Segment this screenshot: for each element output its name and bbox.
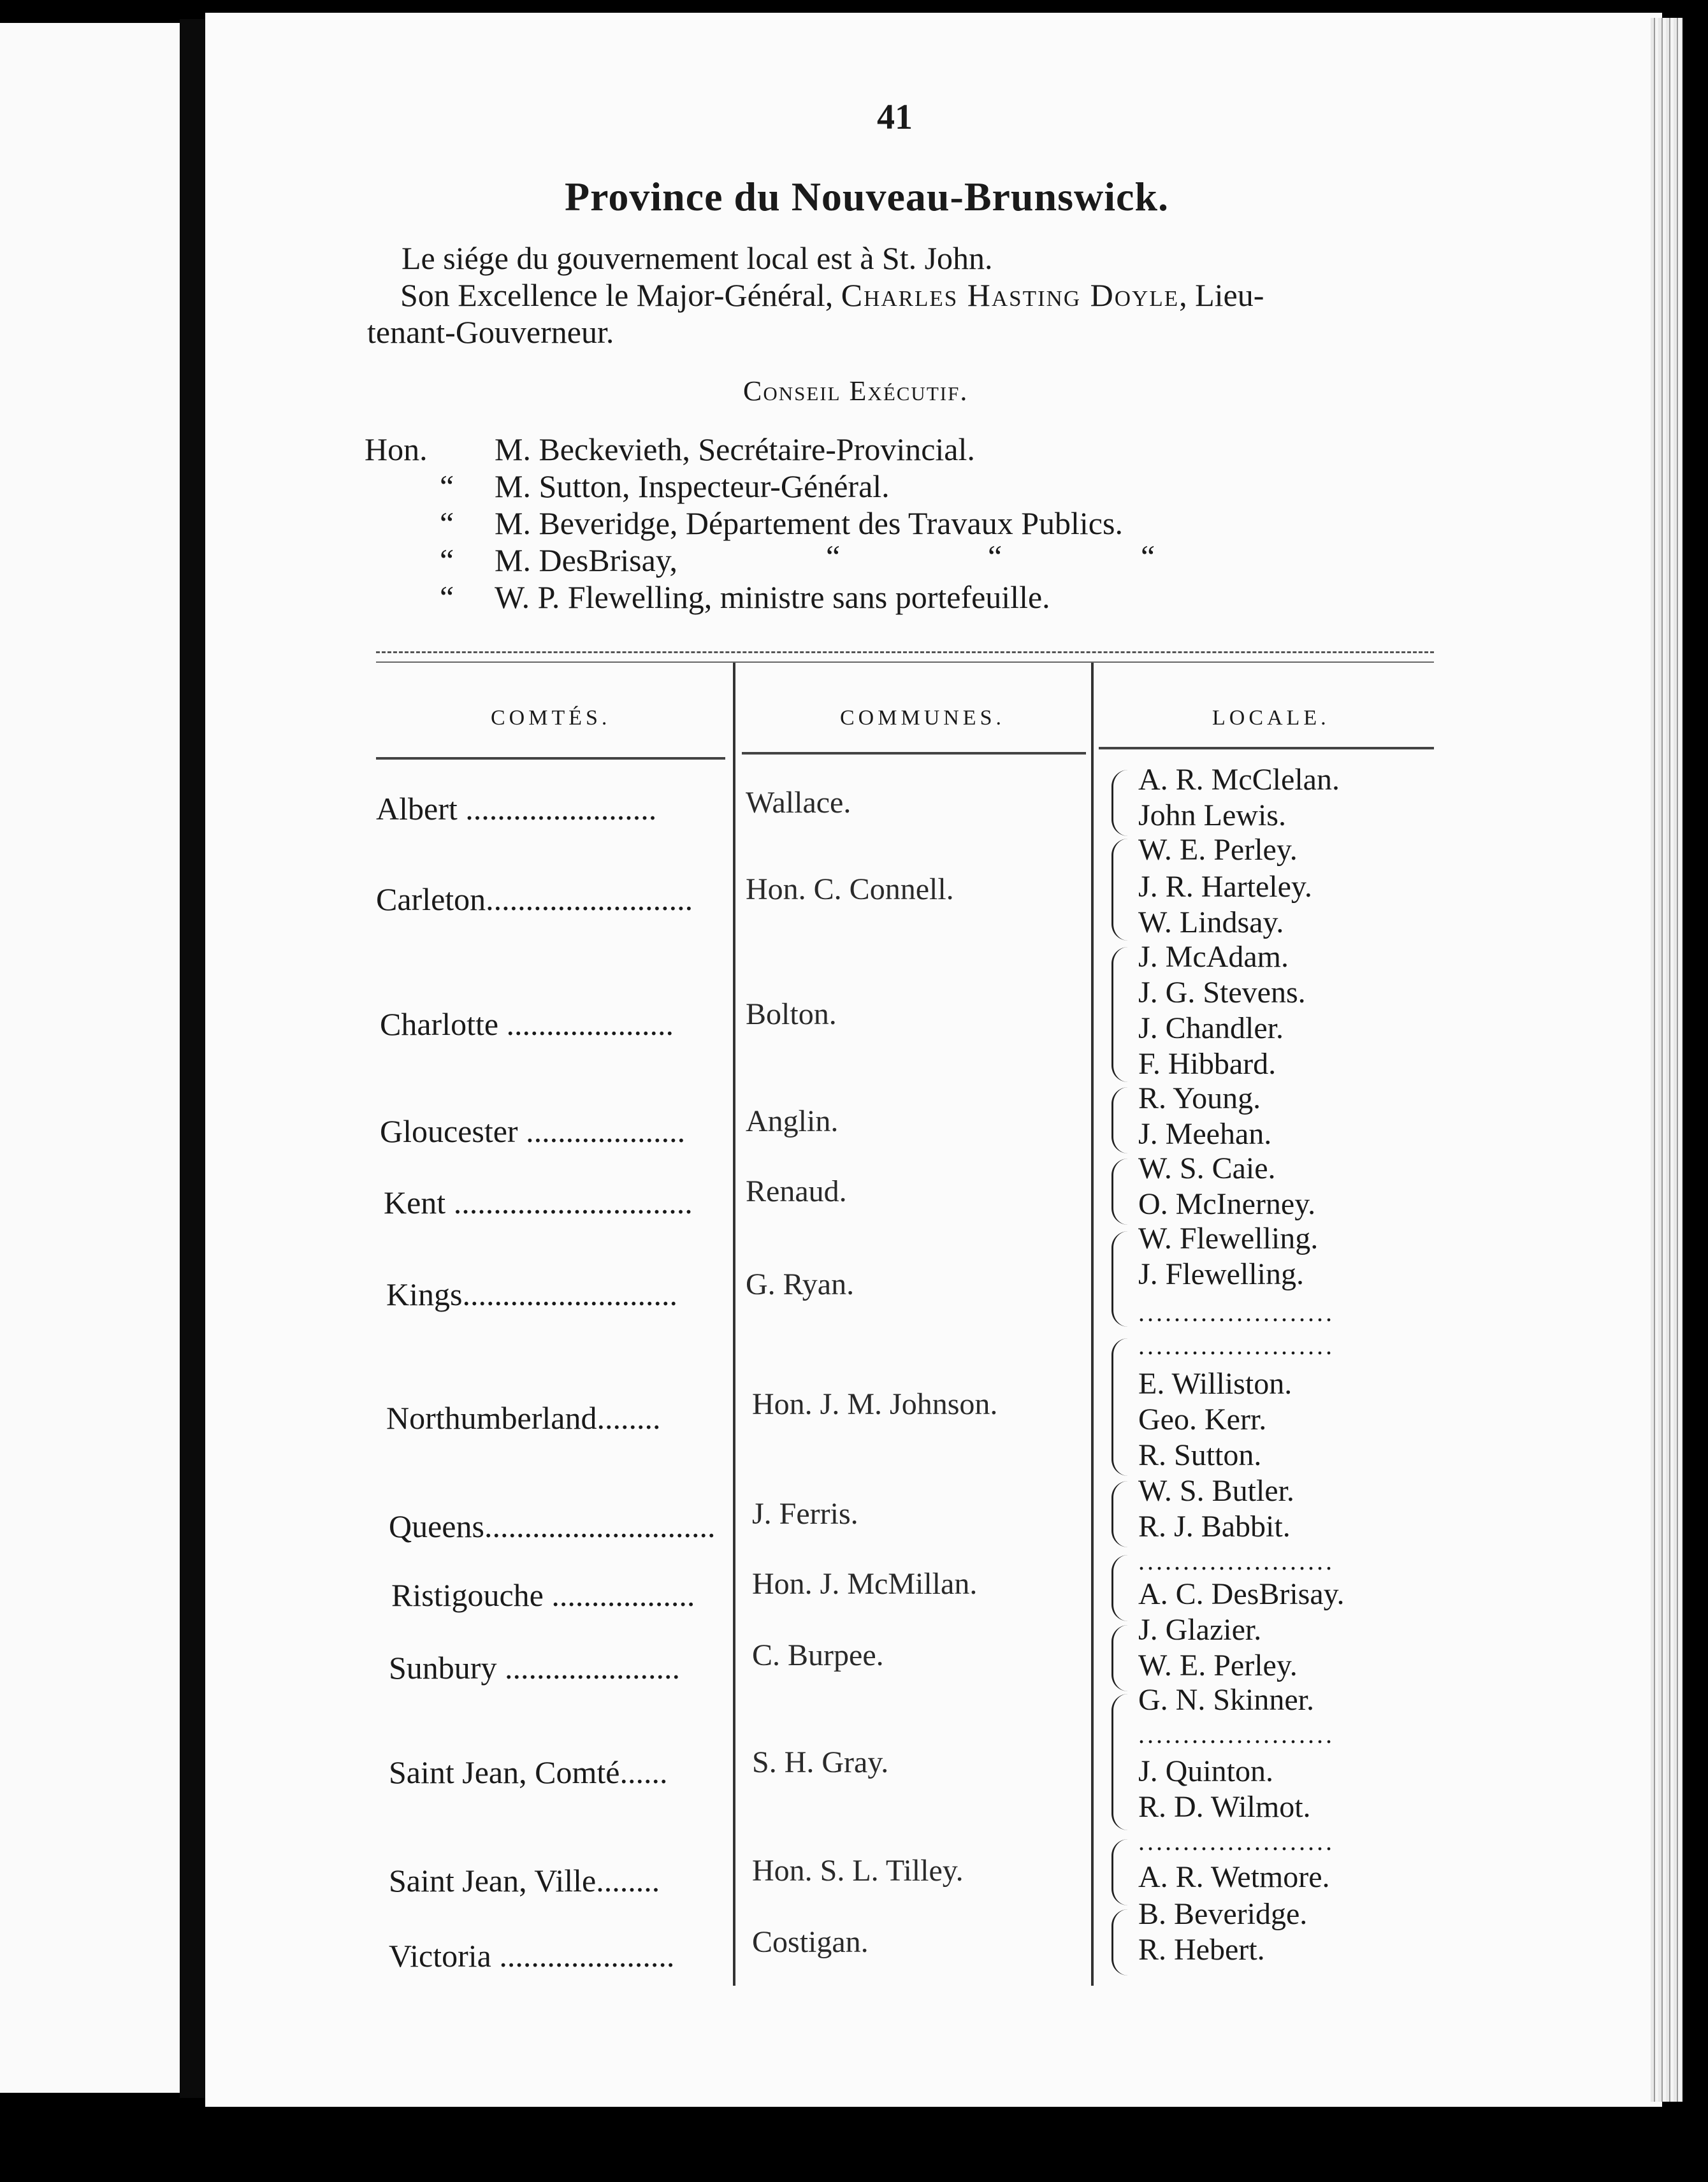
column-header-communes: COMMUNES. bbox=[840, 706, 1005, 730]
council-member-prefix: “ bbox=[440, 579, 454, 615]
locale-name: A. R. Wetmore. bbox=[1138, 1860, 1330, 1894]
brace bbox=[1111, 1231, 1130, 1327]
council-member-text: M. DesBrisay, bbox=[495, 542, 678, 578]
commune-cell: Wallace. bbox=[746, 786, 851, 820]
header-rule bbox=[376, 757, 725, 760]
table-top-rule-thin bbox=[376, 661, 1434, 663]
locale-name: R. Young. bbox=[1138, 1081, 1261, 1115]
brace bbox=[1111, 1159, 1130, 1225]
column-header-comtes: COMTÉS. bbox=[491, 706, 611, 730]
locale-name: R. J. Babbit. bbox=[1138, 1510, 1291, 1543]
locale-name: W. E. Perley. bbox=[1138, 1649, 1298, 1682]
commune-cell: J. Ferris. bbox=[752, 1497, 858, 1531]
brace bbox=[1111, 1625, 1130, 1691]
commune-cell: Hon. J. McMillan. bbox=[752, 1567, 978, 1601]
locale-name: W. S. Butler. bbox=[1138, 1474, 1294, 1508]
commune-cell: S. H. Gray. bbox=[752, 1745, 889, 1779]
locale-name: E. Williston. bbox=[1138, 1367, 1292, 1401]
intro-line-3: tenant-Gouverneur. bbox=[367, 314, 614, 350]
intro-line-2-suffix: , Lieu- bbox=[1179, 277, 1264, 313]
council-member-prefix: “ bbox=[440, 468, 454, 504]
locale-name: G. N. Skinner. bbox=[1138, 1683, 1314, 1717]
ditto-mark: “ bbox=[826, 538, 841, 574]
commune-cell: Bolton. bbox=[746, 997, 837, 1031]
locale-name: W. Lindsay. bbox=[1138, 906, 1284, 939]
locale-name: O. McInerney. bbox=[1138, 1187, 1316, 1221]
brace bbox=[1111, 947, 1130, 1082]
county-cell: Sunbury ...................... bbox=[389, 1650, 680, 1686]
council-member-prefix: “ bbox=[440, 505, 454, 541]
commune-cell: Anglin. bbox=[746, 1104, 839, 1138]
locale-name: Geo. Kerr. bbox=[1138, 1403, 1267, 1436]
county-cell: Carleton.......................... bbox=[376, 881, 693, 917]
commune-cell: Renaud. bbox=[746, 1174, 847, 1208]
locale-name: J. Meehan. bbox=[1138, 1117, 1272, 1151]
commune-cell: Hon. C. Connell. bbox=[746, 872, 954, 906]
county-cell: Saint Jean, Comté...... bbox=[389, 1754, 668, 1790]
locale-name: R. Sutton. bbox=[1138, 1438, 1262, 1472]
left-page-margin bbox=[0, 23, 180, 2093]
county-cell: Kent .............................. bbox=[384, 1185, 693, 1220]
brace bbox=[1111, 770, 1130, 836]
locale-vacant: ...................... bbox=[1138, 1720, 1335, 1749]
intro-line-2 bbox=[400, 277, 1264, 314]
book-gutter bbox=[180, 19, 205, 2098]
column-header-locale: LOCALE. bbox=[1212, 706, 1330, 730]
locale-vacant: ...................... bbox=[1138, 1547, 1335, 1575]
council-heading: Conseil Exécutif. bbox=[743, 375, 969, 407]
locale-vacant: ...................... bbox=[1138, 1331, 1335, 1360]
page-title: Province du Nouveau-Brunswick. bbox=[564, 174, 1169, 219]
intro-line-1: Le siége du gouvernement local est à St. John. bbox=[402, 240, 993, 276]
locale-name: F. Hibbard. bbox=[1138, 1047, 1277, 1081]
governor-name: Charles Hasting Doyle bbox=[841, 277, 1180, 313]
locale-name: A. C. DesBrisay. bbox=[1138, 1577, 1345, 1611]
county-cell: Ristigouche .................. bbox=[391, 1577, 695, 1613]
locale-name: John Lewis. bbox=[1138, 798, 1286, 832]
brace bbox=[1111, 1338, 1130, 1476]
locale-name: R. D. Wilmot. bbox=[1138, 1790, 1311, 1824]
council-member-text: M. Beckevieth, Secrétaire-Provincial. bbox=[495, 431, 975, 467]
locale-name: J. R. Harteley. bbox=[1138, 870, 1312, 904]
locale-name: A. R. McClelan. bbox=[1138, 763, 1340, 797]
brace bbox=[1111, 1555, 1130, 1621]
table-top-rule bbox=[376, 651, 1434, 653]
ditto-mark: “ bbox=[1141, 538, 1155, 574]
council-member-text: M. Beveridge, Département des Travaux Publics. bbox=[495, 505, 1123, 541]
county-cell: Kings........................... bbox=[386, 1276, 677, 1312]
locale-name: W. S. Caie. bbox=[1138, 1152, 1276, 1185]
locale-name: W. E. Perley. bbox=[1138, 833, 1298, 867]
commune-cell: Hon. J. M. Johnson. bbox=[752, 1387, 998, 1421]
locale-name: J. Quinton. bbox=[1138, 1754, 1274, 1788]
council-member-text: W. P. Flewelling, ministre sans portefeuille. bbox=[495, 579, 1050, 615]
locale-name: R. Hebert. bbox=[1138, 1933, 1265, 1967]
brace bbox=[1111, 1694, 1130, 1830]
locale-name: J. Chandler. bbox=[1138, 1011, 1284, 1045]
header-rule bbox=[742, 752, 1086, 755]
locale-name: J. Flewelling. bbox=[1138, 1257, 1304, 1291]
brace bbox=[1111, 1087, 1130, 1153]
ditto-mark: “ bbox=[988, 538, 1002, 574]
page-edges bbox=[1651, 18, 1683, 2102]
locale-name: J. G. Stevens. bbox=[1138, 976, 1306, 1009]
council-member-prefix: Hon. bbox=[365, 431, 428, 467]
county-cell: Northumberland........ bbox=[386, 1400, 661, 1436]
council-member-text: M. Sutton, Inspecteur-Général. bbox=[495, 468, 890, 504]
county-cell: Victoria ...................... bbox=[389, 1938, 675, 1974]
column-divider-1 bbox=[733, 663, 735, 1986]
page-number: 41 bbox=[877, 98, 913, 137]
locale-name: B. Beveridge. bbox=[1138, 1897, 1308, 1931]
column-divider-2 bbox=[1091, 663, 1094, 1986]
commune-cell: Hon. S. L. Tilley. bbox=[752, 1854, 964, 1888]
brace bbox=[1111, 1909, 1130, 1976]
locale-vacant: ...................... bbox=[1138, 1298, 1335, 1327]
brace bbox=[1111, 839, 1130, 941]
locale-name: J. McAdam. bbox=[1138, 940, 1289, 974]
county-cell: Gloucester .................... bbox=[380, 1113, 686, 1149]
locale-vacant: ...................... bbox=[1138, 1827, 1335, 1856]
brace bbox=[1111, 1481, 1130, 1547]
commune-cell: C. Burpee. bbox=[752, 1638, 884, 1672]
county-cell: Albert ........................ bbox=[376, 791, 657, 827]
county-cell: Charlotte ..................... bbox=[380, 1006, 674, 1042]
intro-line-2-prefix: Son Excellence le Major-Général, bbox=[400, 277, 841, 313]
header-rule bbox=[1099, 747, 1434, 749]
county-cell: Saint Jean, Ville........ bbox=[389, 1863, 660, 1898]
commune-cell: Costigan. bbox=[752, 1925, 869, 1959]
locale-name: W. Flewelling. bbox=[1138, 1222, 1319, 1255]
brace bbox=[1111, 1839, 1130, 1905]
council-member-prefix: “ bbox=[440, 542, 454, 578]
commune-cell: G. Ryan. bbox=[746, 1268, 855, 1301]
county-cell: Queens............................. bbox=[389, 1508, 716, 1544]
locale-name: J. Glazier. bbox=[1138, 1613, 1262, 1647]
